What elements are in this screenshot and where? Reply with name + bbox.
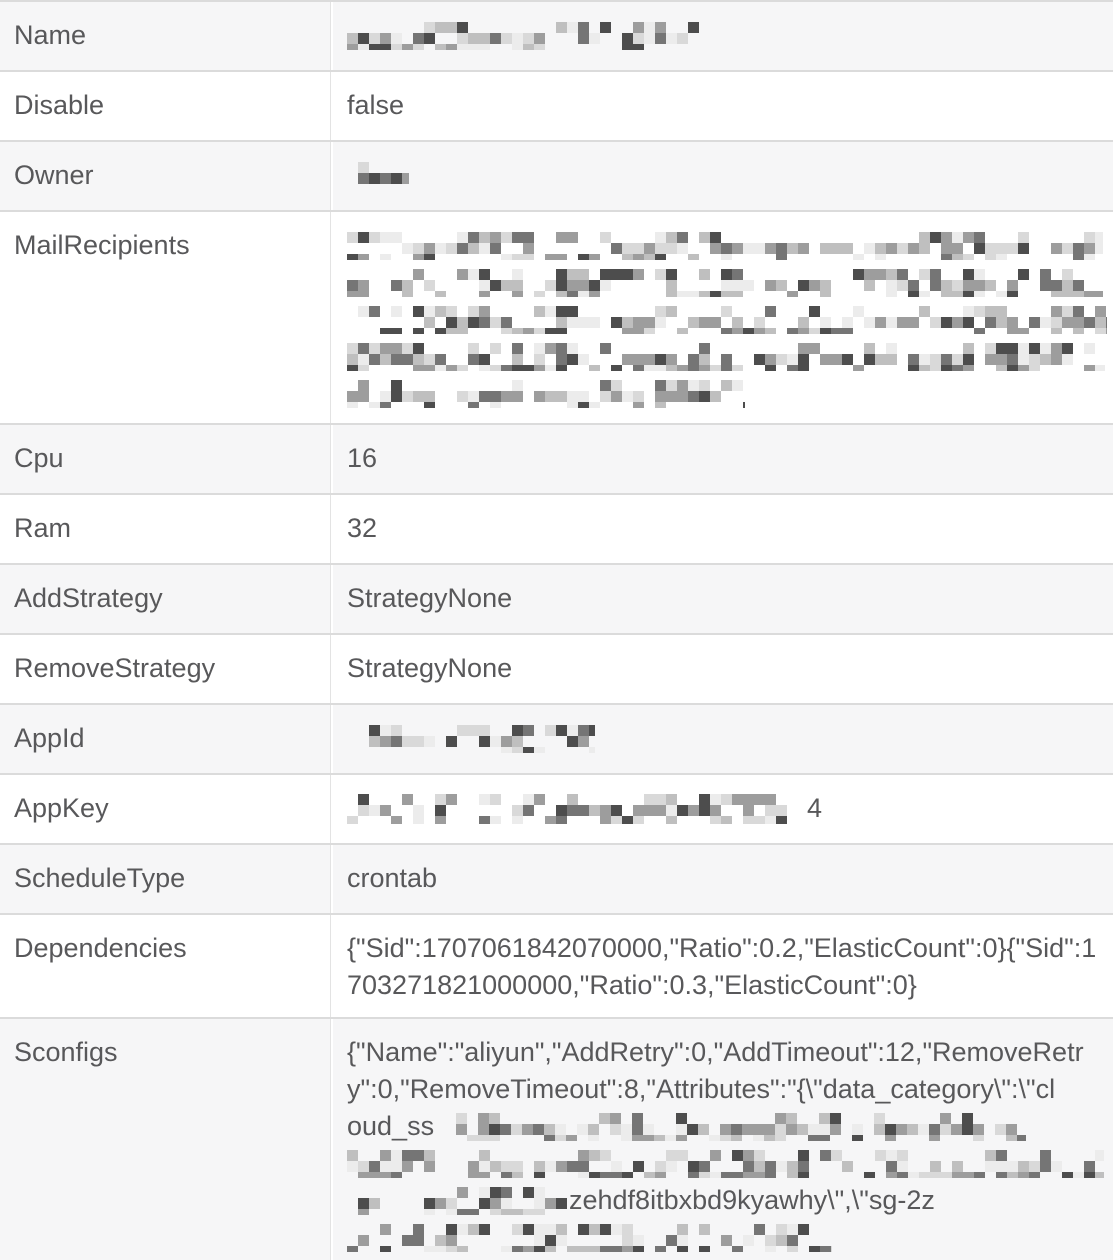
value-line — [347, 264, 1100, 301]
redacted-value-mosaic — [347, 794, 799, 824]
row-label: AppKey — [0, 775, 330, 843]
redacted-value-mosaic — [347, 1150, 1104, 1178]
row-value — [333, 212, 1113, 423]
row-label: Sconfigs — [0, 1019, 330, 1260]
value-text-fragment: zehdf8itbxbd9kyawhy\",\"sg-2z — [569, 1185, 935, 1215]
value-line — [347, 157, 1100, 194]
redacted-value-mosaic — [347, 1187, 569, 1215]
row-label: Owner — [0, 142, 330, 210]
table-row-cpu — [0, 425, 1113, 495]
row-value — [333, 142, 1113, 210]
row-value — [333, 915, 1113, 1017]
row-label: Cpu — [0, 425, 330, 493]
table-row-mailrecipients — [0, 212, 1113, 425]
redacted-value-mosaic — [347, 162, 409, 190]
value-line — [347, 375, 1100, 412]
value-line — [347, 17, 1100, 54]
value-text: StrategyNone — [347, 653, 513, 683]
value-line — [347, 1071, 1100, 1108]
value-line — [347, 1219, 1100, 1256]
value-line — [347, 1108, 1100, 1145]
value-text: crontab — [347, 863, 438, 893]
row-label: Name — [0, 2, 330, 70]
redacted-value-mosaic — [347, 269, 1103, 297]
value-text: 16 — [347, 443, 378, 473]
row-value — [333, 495, 1113, 563]
table-row-owner — [0, 142, 1113, 212]
value-line — [347, 1034, 1100, 1071]
value-line — [347, 720, 1100, 757]
redacted-value-mosaic — [347, 380, 745, 408]
row-value — [333, 635, 1113, 703]
row-label: AppId — [0, 705, 330, 773]
value-line — [347, 860, 1100, 897]
row-label: Ram — [0, 495, 330, 563]
redacted-value-mosaic — [347, 306, 1107, 334]
redacted-value-mosaic — [347, 22, 719, 50]
value-text: {"Sid":1707061842070000,"Ratio":0.2,"ElasticCount":0}{"Sid":1703271821000000,"Ratio":0.3,"ElasticCount":0} — [347, 933, 1097, 1000]
value-line — [347, 580, 1100, 617]
row-value — [333, 705, 1113, 773]
value-line — [347, 1182, 1100, 1219]
value-line — [347, 301, 1100, 338]
row-label: Disable — [0, 72, 330, 140]
value-text: false — [347, 90, 405, 120]
value-line — [347, 227, 1100, 264]
redacted-value-mosaic — [347, 343, 1105, 371]
value-text: {"Name":"aliyun","AddRetry":0,"AddTimeout":12,"RemoveRetr — [347, 1037, 1084, 1067]
value-line — [347, 650, 1100, 687]
row-label: ScheduleType — [0, 845, 330, 913]
value-text: oud_ss — [347, 1111, 435, 1141]
redacted-value-mosaic — [347, 1224, 832, 1252]
row-label: RemoveStrategy — [0, 635, 330, 703]
row-value — [333, 1019, 1113, 1260]
row-value — [333, 72, 1113, 140]
value-line — [347, 87, 1100, 124]
redacted-value-mosaic — [434, 1113, 1026, 1141]
value-line — [347, 440, 1100, 477]
value-text: StrategyNone — [347, 583, 513, 613]
value-line — [347, 1145, 1100, 1182]
row-value — [333, 775, 1113, 843]
row-value — [333, 425, 1113, 493]
value-text-fragment: 4 — [807, 793, 823, 823]
value-line — [347, 790, 1100, 827]
row-value — [333, 2, 1113, 70]
row-label: MailRecipients — [0, 212, 330, 423]
table-row-scheduletype — [0, 845, 1113, 915]
table-row-sconfigs — [0, 1019, 1113, 1260]
row-label: AddStrategy — [0, 565, 330, 633]
value-text: y":0,"RemoveTimeout":8,"Attributes":"{\"data_category\":\"cl — [347, 1074, 1056, 1104]
value-text: 32 — [347, 513, 378, 543]
table-row-addstrategy — [0, 565, 1113, 635]
table-row-disable — [0, 72, 1113, 142]
row-value — [333, 845, 1113, 913]
value-line — [347, 510, 1100, 547]
table-row-ram — [0, 495, 1113, 565]
table-row-removestrategy — [0, 635, 1113, 705]
redacted-value-mosaic — [347, 725, 595, 753]
table-row-appkey — [0, 775, 1113, 845]
row-label: Dependencies — [0, 915, 330, 1017]
value-line — [347, 338, 1100, 375]
table-row-dependencies — [0, 915, 1113, 1019]
table-row-name — [0, 2, 1113, 72]
table-row-appid — [0, 705, 1113, 775]
redacted-value-mosaic — [347, 232, 1103, 260]
row-value — [333, 565, 1113, 633]
